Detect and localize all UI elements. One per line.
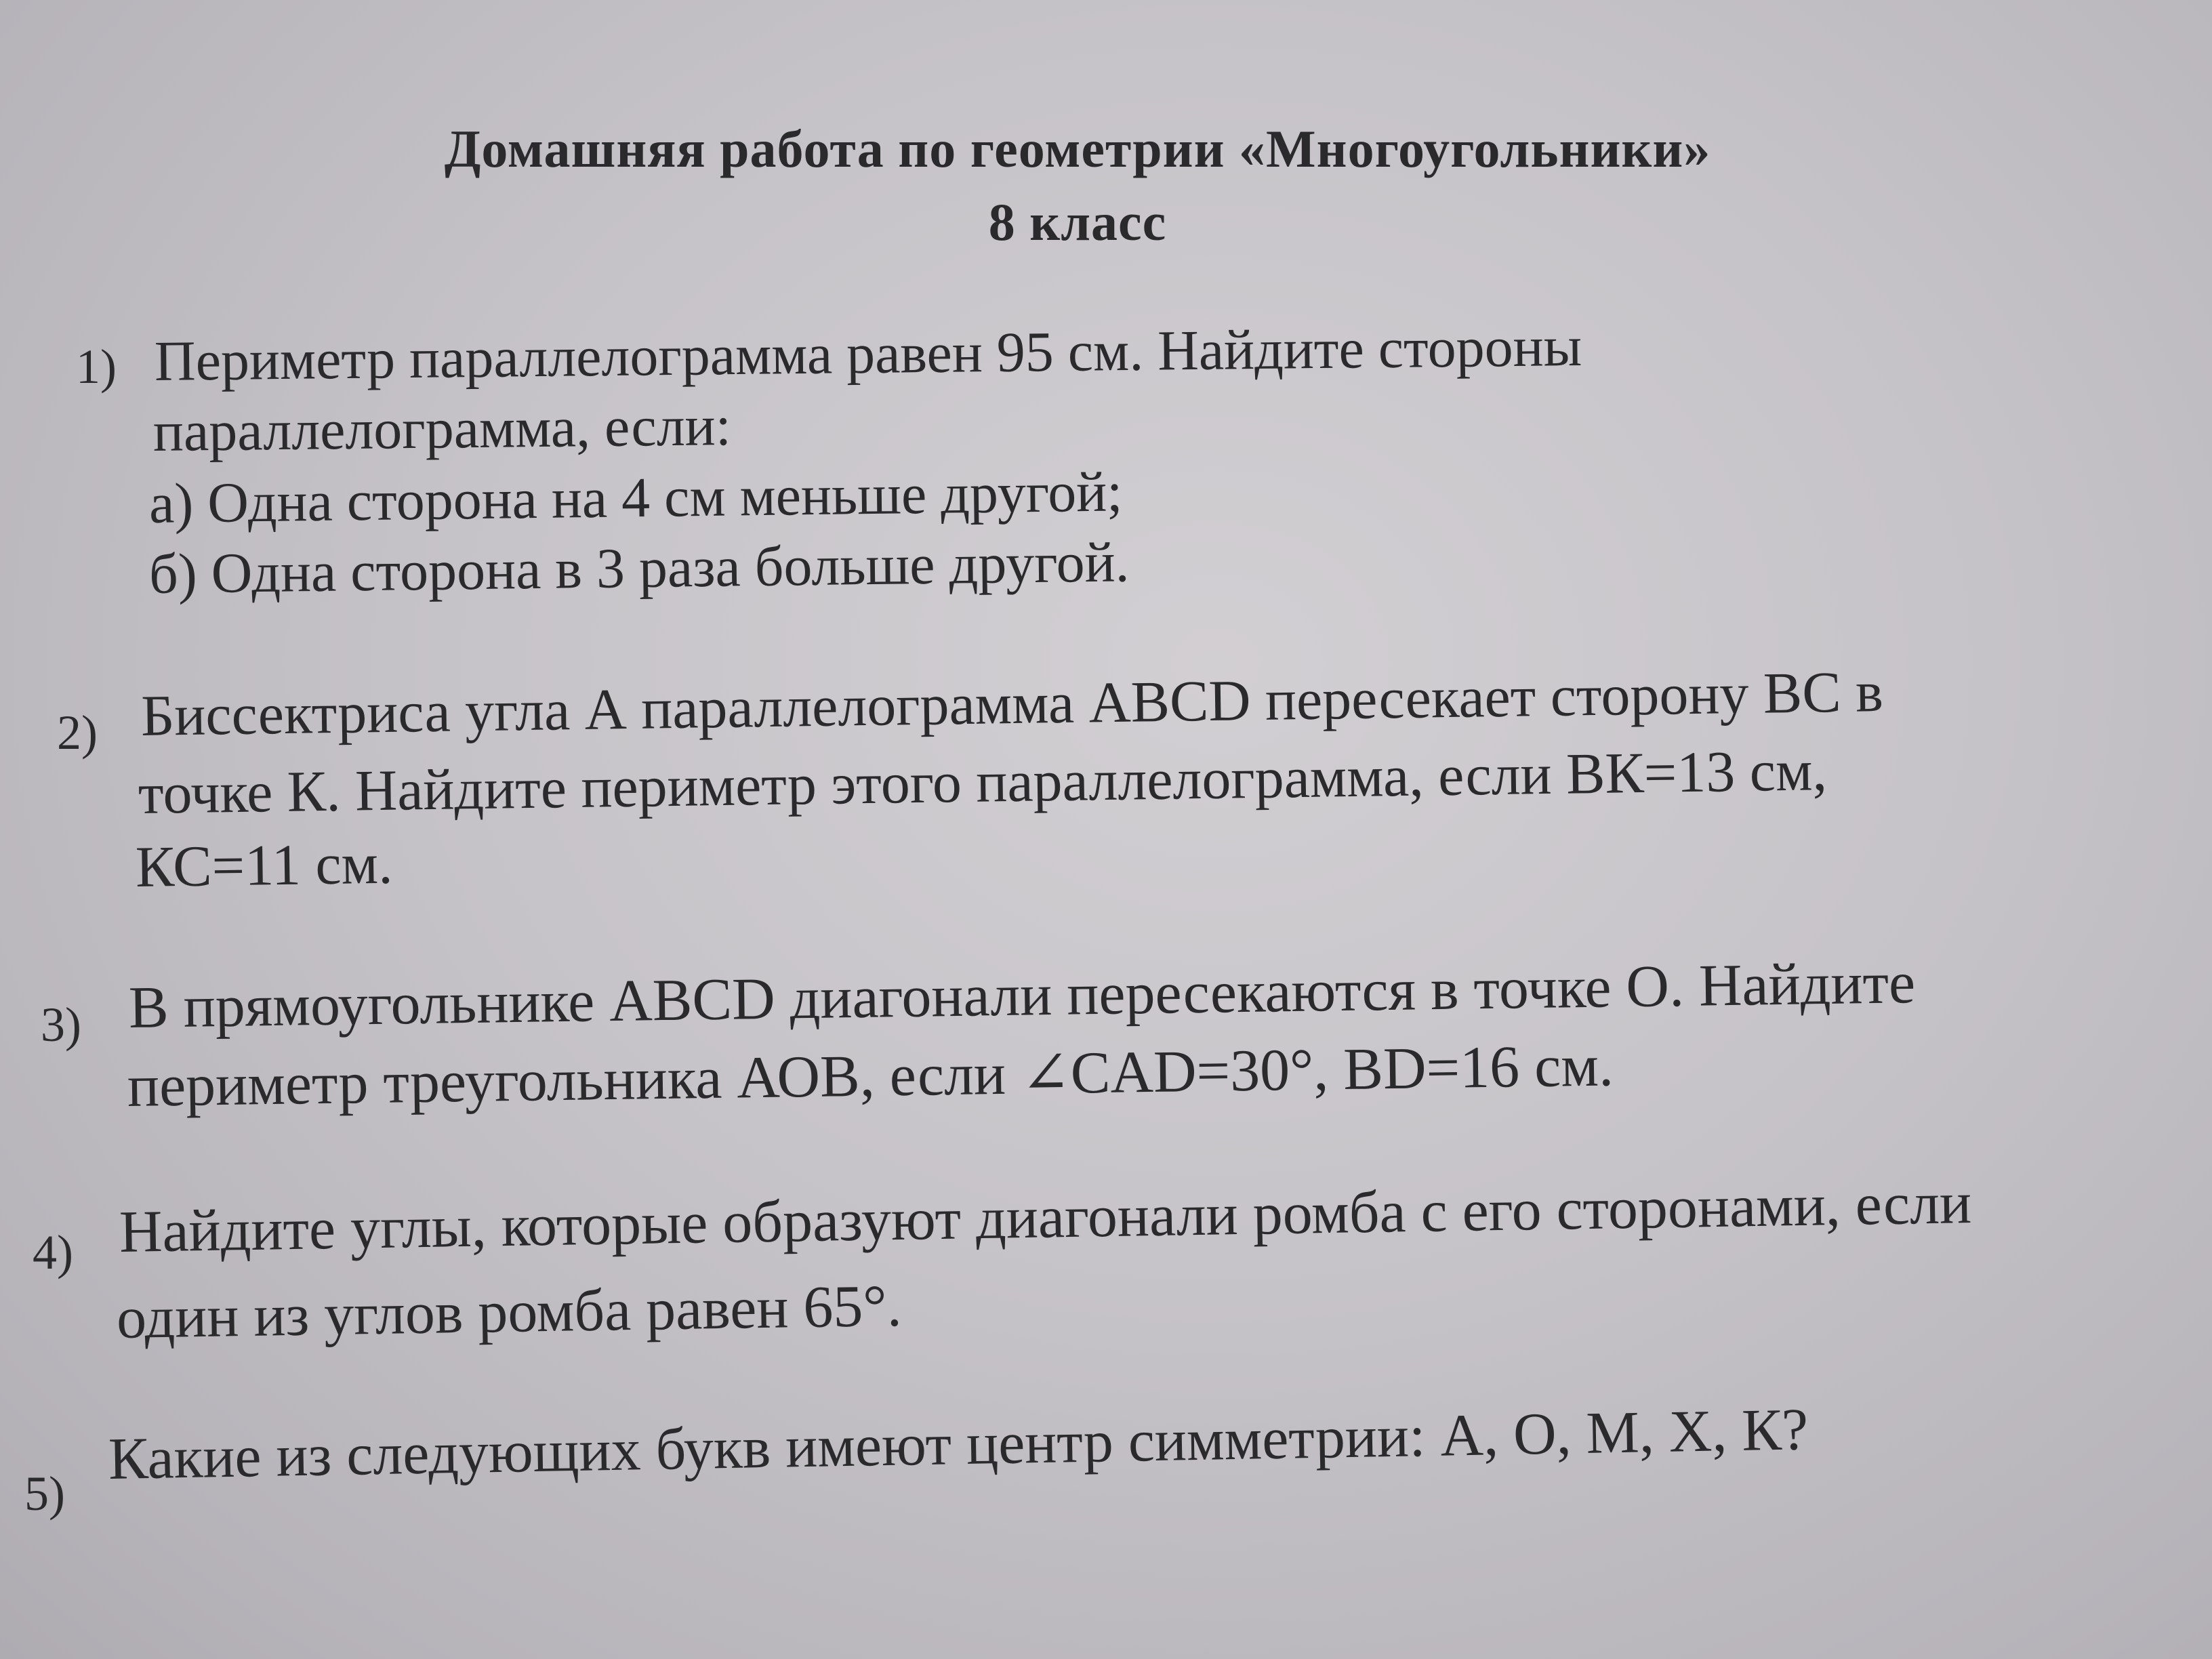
problem-number: 2) [57,705,98,760]
problem-text-line: параллелограмма, если: [152,394,732,464]
problem-text-line: КС=11 см. [135,830,394,899]
problem-text-line: один из углов ромба равен 65°. [116,1273,903,1351]
page-subtitle: 8 класс [988,192,1167,251]
problem-text-line: В прямоугольнике ABCD диагонали пересекаются в точке О. Найдите [128,950,1916,1041]
problem-number: 1) [76,340,117,394]
problem-text-line: б) Одна сторона в 3 раза больше другой. [148,531,1130,606]
problem-text-line: Биссектриса угла А параллелограмма ABCD пересекает сторону ВС в [140,659,1884,748]
problem-text-line: точке К. Найдите периметр этого параллелограмма, если ВК=13 см, [138,737,1828,826]
problem-text-line: Какие из следующих букв имеют центр симметрии: А, О, М, Х, К? [108,1397,1809,1492]
problem-number: 4) [33,1225,73,1279]
page-title: Домашняя работа по геометрии «Многоугольники» [444,119,1711,178]
problem-text-line: Найдите углы, которые образуют диагонали ромба с его сторонами, если [119,1170,1972,1265]
problem-number: 5) [24,1467,65,1521]
problem-text-line: периметр треугольника АОВ, если ∠CAD=30°, BD=16 см. [127,1033,1614,1120]
problem-text-line: а) Одна сторона на 4 см меньше другой; [148,460,1123,535]
problem-number: 3) [41,998,81,1052]
problem-text-line: Периметр параллелограмма равен 95 см. Найдите стороны [154,314,1582,393]
